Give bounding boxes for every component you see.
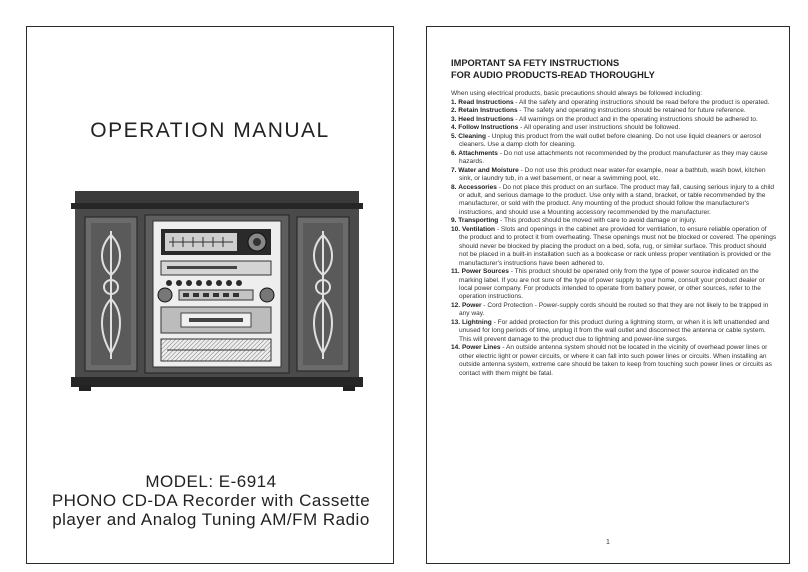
safety-heading-line-2: FOR AUDIO PRODUCTS-READ THOROUGHLY: [451, 70, 655, 80]
safety-heading-line-1: IMPORTANT SA FETY INSTRUCTIONS: [451, 58, 620, 68]
item-title: Transporting: [458, 217, 499, 225]
item-text: - All warnings on the product and in the operating instructions should be adhered to.: [513, 115, 758, 123]
item-number: 7.: [451, 166, 457, 174]
item-title: Follow Instructions: [458, 124, 519, 132]
item-text: - For added protection for this product during a lightning storm, or when it is left unattended and unused for long periods of time, unplug it from the wall outlet and disconnect the antenna or cable system. This will prevent damage to the product due to lightning and power-line surges.: [459, 318, 770, 343]
list-item: [451, 268, 777, 302]
list-item: [451, 226, 777, 268]
item-text: - Do not use this product near water-for example, near a bathtub, wash bowl, kitchen sink, or laundry tub, in a wet basement, or near a swimming pool, etc.: [459, 166, 766, 183]
page-number: 1: [606, 539, 610, 546]
item-number: 11.: [451, 268, 460, 276]
model-number: MODEL: E-6914: [145, 472, 277, 491]
item-text: - All operating and user instructions should be followed.: [518, 124, 681, 132]
list-item: [451, 107, 777, 115]
right-page: [426, 26, 790, 564]
item-text: - This product should be operated only from the type of power source indicated on the marking label. If you are not sure of the type of power supply to your home, consult your product dealer or local power company. For products intended to operate from battery power, or other sources, refer to the operation instructions.: [459, 268, 765, 301]
item-number: 2.: [451, 107, 457, 115]
list-item: [451, 319, 777, 344]
list-item: [451, 124, 777, 132]
model-description-line-1: PHONO CD-DA Recorder with Cassette: [51, 491, 371, 510]
list-item: [451, 133, 777, 150]
item-text: - This product should be moved with care to avoid damage or injury.: [498, 217, 697, 225]
list-item: [451, 99, 777, 107]
item-number: 6.: [451, 149, 457, 157]
item-number: 5.: [451, 132, 457, 140]
left-page: [26, 26, 394, 564]
item-title: Accessories: [458, 183, 497, 191]
item-number: 3.: [451, 115, 457, 123]
item-title: Power: [461, 301, 482, 309]
item-title: Power Sources: [461, 268, 509, 276]
item-title: Retain Instructions: [458, 107, 518, 115]
item-number: 4.: [451, 124, 457, 132]
list-item: [451, 302, 777, 319]
item-text: - Unplug this product from the wall outlet before cleaning. Do not use liquid cleaners or aerosol cleaners. Use a damp cloth for cleaning.: [459, 132, 762, 149]
item-number: 9.: [451, 217, 457, 225]
safety-list: [451, 99, 777, 378]
safety-heading: [451, 57, 655, 81]
item-number: 13.: [451, 318, 461, 326]
item-text: - All the safety and operating instructions should be read before the product is operated.: [513, 99, 770, 106]
item-number: 8.: [451, 183, 457, 191]
item-text: - An outside antenna system should not be located in the vicinity of overhead power lines or other electric light or power circuits, or where it can fall into such power lines or circuits. When installing an outside antenna system, extreme care should be taken to keep from touching such power lines or circuits as contact with them might be fatal.: [459, 344, 772, 377]
model-description-line-2: player and Analog Tuning AM/FM Radio: [52, 510, 370, 529]
item-number: 12.: [451, 301, 461, 309]
list-item: [451, 217, 777, 225]
item-text: - Do not use attachments not recommended by the product manufacturer as they may cause hazards.: [459, 149, 768, 166]
list-item: [451, 150, 777, 167]
item-text: - Do not place this product on an surface. The product may fall, causing serious injury to a child or adult, and serious damage to the product. Use only with a stand, bracket, or table recommended by the manufacturer, or sold with the product. Any mounting of the product should follow the manufacturer's instructions, and should use a Mounting accessory recommended by the manufacturer.: [459, 183, 775, 216]
manual-title: OPERATION MANUAL: [90, 119, 330, 142]
item-text: - The safety and operating instructions should be retained for future reference.: [517, 107, 746, 115]
item-text: - Slots and openings in the cabinet are provided for ventilation, to ensure reliable operation of the product and to protect it from overheating. These openings must not be blocked or covered. The openings should never be blocked by placing the product on a bed, sofa, rug, or similar surface. This product should not be placed in a built-in installation such as a bookcase or rack unless proper ventilation is provided or the manufacturer's instructions have been adhered to.: [459, 225, 777, 267]
product-illustration: [69, 191, 365, 391]
item-title: Ventilation: [461, 225, 496, 233]
model-block: [1, 472, 421, 529]
item-number: 1.: [451, 99, 457, 106]
item-title: Attachments: [458, 149, 498, 157]
list-item: [451, 344, 777, 378]
safety-intro: When using electrical products, basic precautions should always be followed including:: [451, 90, 703, 97]
item-title: Read Instructions: [458, 99, 514, 106]
item-number: 10.: [451, 225, 461, 233]
item-title: Cleaning: [458, 132, 486, 140]
list-item: [451, 116, 777, 124]
list-item: [451, 184, 777, 218]
item-title: Heed Instructions: [458, 115, 514, 123]
item-title: Lightning: [461, 318, 492, 326]
item-text: - Cord Protection - Power-supply cords should be routed so that they are not likely to be trapped in any way.: [459, 301, 769, 318]
item-title: Water and Moisture: [458, 166, 519, 174]
item-title: Power Lines: [461, 344, 501, 352]
list-item: [451, 167, 777, 184]
item-number: 14.: [451, 344, 461, 352]
